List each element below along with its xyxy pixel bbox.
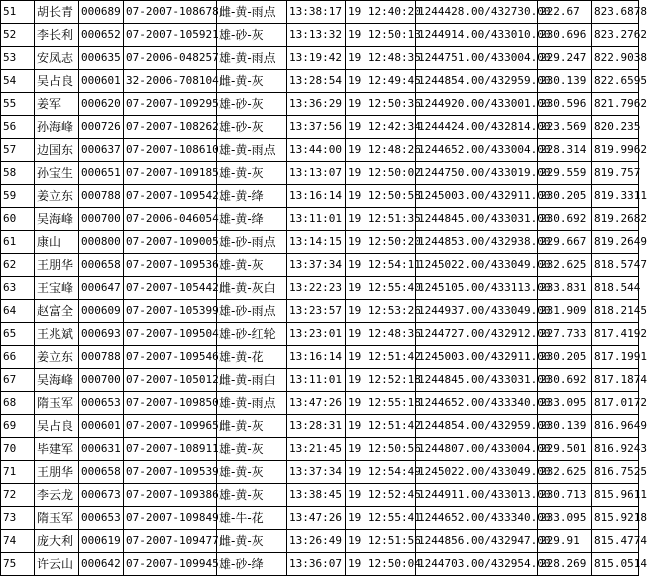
arrival-time-cell: 19 12:52:18 xyxy=(346,369,416,392)
ring-number-cell: 07-2007-109945 xyxy=(124,553,217,576)
owner-name-cell: 吴占良 xyxy=(35,415,79,438)
arrival-time-cell: 19 12:51:35 xyxy=(346,208,416,231)
rank-cell: 71 xyxy=(1,461,35,484)
rank-cell: 67 xyxy=(1,369,35,392)
distance-cell: 229.559 xyxy=(538,162,592,185)
distance-cell: 232.625 xyxy=(538,461,592,484)
ring-number-cell: 07-2007-109386 xyxy=(124,484,217,507)
arrival-time-cell: 19 12:51:42 xyxy=(346,346,416,369)
sex-color-cell: 雄-黄-雨点 xyxy=(217,139,287,162)
rank-cell: 58 xyxy=(1,162,35,185)
rank-cell: 63 xyxy=(1,277,35,300)
rank-cell: 73 xyxy=(1,507,35,530)
rank-cell: 66 xyxy=(1,346,35,369)
table-row xyxy=(1,553,639,576)
release-time-cell: 13:14:15 xyxy=(287,231,346,254)
owner-name-cell: 王兆斌 xyxy=(35,323,79,346)
coordinates-cell: 1245022.00/433049.00 xyxy=(416,254,538,277)
owner-name-cell: 吴占良 xyxy=(35,70,79,93)
distance-cell: 230.205 xyxy=(538,185,592,208)
arrival-time-cell: 19 12:50:04 xyxy=(346,553,416,576)
sex-color-cell: 雄-黄-雨点 xyxy=(217,47,287,70)
arrival-time-cell: 19 12:52:45 xyxy=(346,484,416,507)
arrival-time-cell: 19 12:40:20 xyxy=(346,1,416,24)
speed-cell: 818.544 xyxy=(592,277,639,300)
coordinates-cell: 1244727.00/432912.00 xyxy=(416,323,538,346)
release-time-cell: 13:22:23 xyxy=(287,277,346,300)
speed-cell: 819.9962 xyxy=(592,139,639,162)
arrival-time-cell: 19 12:55:41 xyxy=(346,507,416,530)
member-id-cell: 000689 xyxy=(79,1,124,24)
speed-cell: 822.9038 xyxy=(592,47,639,70)
arrival-time-cell: 19 12:50:36 xyxy=(346,93,416,116)
arrival-time-cell: 19 12:51:56 xyxy=(346,530,416,553)
ring-number-cell: 07-2007-109850 xyxy=(124,392,217,415)
release-time-cell: 13:37:56 xyxy=(287,116,346,139)
distance-cell: 230.139 xyxy=(538,70,592,93)
ring-number-cell: 07-2007-109185 xyxy=(124,162,217,185)
sex-color-cell: 雄-砂-灰 xyxy=(217,116,287,139)
rank-cell: 62 xyxy=(1,254,35,277)
ring-number-cell: 07-2007-105399 xyxy=(124,300,217,323)
coordinates-cell: 1244751.00/433004.00 xyxy=(416,47,538,70)
sex-color-cell: 雌-黄-灰 xyxy=(217,70,287,93)
arrival-time-cell: 19 12:49:45 xyxy=(346,70,416,93)
member-id-cell: 000642 xyxy=(79,553,124,576)
arrival-time-cell: 19 12:54:49 xyxy=(346,461,416,484)
coordinates-cell: 1244845.00/433031.00 xyxy=(416,208,538,231)
coordinates-cell: 1245022.00/433049.00 xyxy=(416,461,538,484)
sex-color-cell: 雄-黄-灰 xyxy=(217,484,287,507)
ring-number-cell: 07-2006-046054 xyxy=(124,208,217,231)
distance-cell: 229.667 xyxy=(538,231,592,254)
distance-cell: 230.692 xyxy=(538,208,592,231)
coordinates-cell: 1244652.00/433340.00 xyxy=(416,392,538,415)
member-id-cell: 000788 xyxy=(79,346,124,369)
sex-color-cell: 雄-砂-雨点 xyxy=(217,300,287,323)
table-row xyxy=(1,530,639,553)
speed-cell: 817.4192 xyxy=(592,323,639,346)
distance-cell: 230.692 xyxy=(538,369,592,392)
member-id-cell: 000658 xyxy=(79,254,124,277)
distance-cell: 223.569 xyxy=(538,116,592,139)
speed-cell: 821.7962 xyxy=(592,93,639,116)
coordinates-cell: 1244652.00/433340.00 xyxy=(416,507,538,530)
owner-name-cell: 李云龙 xyxy=(35,484,79,507)
sex-color-cell: 雄-黄-雨点 xyxy=(217,392,287,415)
rank-cell: 72 xyxy=(1,484,35,507)
ring-number-cell: 07-2007-109504 xyxy=(124,323,217,346)
release-time-cell: 13:26:49 xyxy=(287,530,346,553)
table-row xyxy=(1,185,639,208)
ring-number-cell: 07-2007-109477 xyxy=(124,530,217,553)
release-time-cell: 13:28:54 xyxy=(287,70,346,93)
ring-number-cell: 07-2007-108610 xyxy=(124,139,217,162)
ring-number-cell: 07-2007-109536 xyxy=(124,254,217,277)
member-id-cell: 000619 xyxy=(79,530,124,553)
member-id-cell: 000647 xyxy=(79,277,124,300)
coordinates-cell: 1244807.00/433004.00 xyxy=(416,438,538,461)
table-row xyxy=(1,277,639,300)
speed-cell: 815.0514 xyxy=(592,553,639,576)
owner-name-cell: 姜立东 xyxy=(35,185,79,208)
coordinates-cell: 1244914.00/433010.00 xyxy=(416,24,538,47)
member-id-cell: 000652 xyxy=(79,24,124,47)
release-time-cell: 13:37:34 xyxy=(287,254,346,277)
arrival-time-cell: 19 12:50:20 xyxy=(346,231,416,254)
release-time-cell: 13:13:32 xyxy=(287,24,346,47)
coordinates-cell: 1244911.00/433013.00 xyxy=(416,484,538,507)
table-row xyxy=(1,415,639,438)
rank-cell: 69 xyxy=(1,415,35,438)
table-row xyxy=(1,139,639,162)
coordinates-cell: 1244652.00/433004.00 xyxy=(416,139,538,162)
release-time-cell: 13:38:45 xyxy=(287,484,346,507)
release-time-cell: 13:44:00 xyxy=(287,139,346,162)
release-time-cell: 13:47:26 xyxy=(287,507,346,530)
rank-cell: 64 xyxy=(1,300,35,323)
owner-name-cell: 赵富全 xyxy=(35,300,79,323)
sex-color-cell: 雌-黄-雨白 xyxy=(217,369,287,392)
speed-cell: 820.235 xyxy=(592,116,639,139)
table-row xyxy=(1,162,639,185)
table-row xyxy=(1,208,639,231)
arrival-time-cell: 19 12:55:18 xyxy=(346,392,416,415)
release-time-cell: 13:28:31 xyxy=(287,415,346,438)
table-row xyxy=(1,116,639,139)
coordinates-cell: 1244750.00/433019.00 xyxy=(416,162,538,185)
distance-cell: 230.596 xyxy=(538,93,592,116)
ring-number-cell: 07-2007-109539 xyxy=(124,461,217,484)
member-id-cell: 000788 xyxy=(79,185,124,208)
rank-cell: 74 xyxy=(1,530,35,553)
distance-cell: 229.91 xyxy=(538,530,592,553)
release-time-cell: 13:36:29 xyxy=(287,93,346,116)
table-row xyxy=(1,507,639,530)
speed-cell: 817.1991 xyxy=(592,346,639,369)
sex-color-cell: 雄-黄-灰 xyxy=(217,254,287,277)
owner-name-cell: 康山 xyxy=(35,231,79,254)
release-time-cell: 13:19:42 xyxy=(287,47,346,70)
owner-name-cell: 姜立东 xyxy=(35,346,79,369)
owner-name-cell: 吴海峰 xyxy=(35,208,79,231)
sex-color-cell: 雌-黄-灰白 xyxy=(217,277,287,300)
member-id-cell: 000620 xyxy=(79,93,124,116)
arrival-time-cell: 19 12:50:13 xyxy=(346,24,416,47)
distance-cell: 230.139 xyxy=(538,415,592,438)
arrival-time-cell: 19 12:51:42 xyxy=(346,415,416,438)
ring-number-cell: 07-2006-048257 xyxy=(124,47,217,70)
distance-cell: 229.247 xyxy=(538,47,592,70)
owner-name-cell: 安凤志 xyxy=(35,47,79,70)
table-row xyxy=(1,254,639,277)
speed-cell: 819.757 xyxy=(592,162,639,185)
coordinates-cell: 1245003.00/432911.00 xyxy=(416,185,538,208)
sex-color-cell: 雄-砂-绛 xyxy=(217,553,287,576)
owner-name-cell: 李长利 xyxy=(35,24,79,47)
ring-number-cell: 07-2007-109542 xyxy=(124,185,217,208)
speed-cell: 816.9649 xyxy=(592,415,639,438)
ring-number-cell: 07-2007-108678 xyxy=(124,1,217,24)
table-row xyxy=(1,47,639,70)
sex-color-cell: 雄-黄-花 xyxy=(217,346,287,369)
rank-cell: 65 xyxy=(1,323,35,346)
member-id-cell: 000800 xyxy=(79,231,124,254)
table-row xyxy=(1,392,639,415)
arrival-time-cell: 19 12:48:26 xyxy=(346,139,416,162)
member-id-cell: 000651 xyxy=(79,162,124,185)
coordinates-cell: 1244424.00/432814.00 xyxy=(416,116,538,139)
release-time-cell: 13:37:34 xyxy=(287,461,346,484)
ring-number-cell: 07-2007-108911 xyxy=(124,438,217,461)
table-row xyxy=(1,461,639,484)
owner-name-cell: 毕建军 xyxy=(35,438,79,461)
speed-cell: 816.9243 xyxy=(592,438,639,461)
rank-cell: 61 xyxy=(1,231,35,254)
distance-cell: 230.696 xyxy=(538,24,592,47)
speed-cell: 816.7525 xyxy=(592,461,639,484)
member-id-cell: 000601 xyxy=(79,415,124,438)
sex-color-cell: 雄-黄-灰 xyxy=(217,162,287,185)
release-time-cell: 13:23:01 xyxy=(287,323,346,346)
ring-number-cell: 07-2007-108262 xyxy=(124,116,217,139)
sex-color-cell: 雄-黄-灰 xyxy=(217,461,287,484)
ring-number-cell: 32-2006-708104 xyxy=(124,70,217,93)
table-row xyxy=(1,484,639,507)
owner-name-cell: 孙宝生 xyxy=(35,162,79,185)
release-time-cell: 13:16:14 xyxy=(287,185,346,208)
rank-cell: 57 xyxy=(1,139,35,162)
coordinates-cell: 1244845.00/433031.00 xyxy=(416,369,538,392)
arrival-time-cell: 19 12:50:02 xyxy=(346,162,416,185)
arrival-time-cell: 19 12:50:56 xyxy=(346,438,416,461)
owner-name-cell: 姜军 xyxy=(35,93,79,116)
member-id-cell: 000658 xyxy=(79,461,124,484)
sex-color-cell: 雄-黄-绛 xyxy=(217,185,287,208)
owner-name-cell: 许云山 xyxy=(35,553,79,576)
ring-number-cell: 07-2007-109965 xyxy=(124,415,217,438)
arrival-time-cell: 19 12:55:40 xyxy=(346,277,416,300)
coordinates-cell: 1244703.00/432954.00 xyxy=(416,553,538,576)
rank-cell: 55 xyxy=(1,93,35,116)
table-row xyxy=(1,70,639,93)
owner-name-cell: 王宝峰 xyxy=(35,277,79,300)
table-row xyxy=(1,300,639,323)
owner-name-cell: 胡长青 xyxy=(35,1,79,24)
member-id-cell: 000635 xyxy=(79,47,124,70)
release-time-cell: 13:21:45 xyxy=(287,438,346,461)
speed-cell: 818.5747 xyxy=(592,254,639,277)
distance-cell: 229.501 xyxy=(538,438,592,461)
sex-color-cell: 雄-砂-灰 xyxy=(217,24,287,47)
distance-cell: 222.67 xyxy=(538,1,592,24)
distance-cell: 228.314 xyxy=(538,139,592,162)
arrival-time-cell: 19 12:50:58 xyxy=(346,185,416,208)
member-id-cell: 000673 xyxy=(79,484,124,507)
distance-cell: 228.269 xyxy=(538,553,592,576)
member-id-cell: 000653 xyxy=(79,507,124,530)
speed-cell: 815.9611 xyxy=(592,484,639,507)
member-id-cell: 000693 xyxy=(79,323,124,346)
owner-name-cell: 孙海峰 xyxy=(35,116,79,139)
table-row xyxy=(1,24,639,47)
member-id-cell: 000609 xyxy=(79,300,124,323)
arrival-time-cell: 19 12:53:26 xyxy=(346,300,416,323)
member-id-cell: 000601 xyxy=(79,70,124,93)
rank-cell: 59 xyxy=(1,185,35,208)
ring-number-cell: 07-2007-105442 xyxy=(124,277,217,300)
distance-cell: 230.205 xyxy=(538,346,592,369)
sex-color-cell: 雄-砂-红轮 xyxy=(217,323,287,346)
coordinates-cell: 1244937.00/433049.00 xyxy=(416,300,538,323)
table-row xyxy=(1,438,639,461)
ring-number-cell: 07-2007-109295 xyxy=(124,93,217,116)
owner-name-cell: 庞大利 xyxy=(35,530,79,553)
sex-color-cell: 雌-黄-灰 xyxy=(217,530,287,553)
speed-cell: 819.2649 xyxy=(592,231,639,254)
coordinates-cell: 1245105.00/433113.00 xyxy=(416,277,538,300)
rank-cell: 53 xyxy=(1,47,35,70)
sex-color-cell: 雄-砂-雨点 xyxy=(217,231,287,254)
release-time-cell: 13:13:07 xyxy=(287,162,346,185)
release-time-cell: 13:11:01 xyxy=(287,369,346,392)
distance-cell: 231.909 xyxy=(538,300,592,323)
sex-color-cell: 雄-黄-绛 xyxy=(217,208,287,231)
speed-cell: 815.9218 xyxy=(592,507,639,530)
speed-cell: 819.2682 xyxy=(592,208,639,231)
member-id-cell: 000700 xyxy=(79,369,124,392)
speed-cell: 815.4774 xyxy=(592,530,639,553)
results-table-body xyxy=(1,1,647,576)
ring-number-cell: 07-2007-109005 xyxy=(124,231,217,254)
rank-cell: 70 xyxy=(1,438,35,461)
rank-cell: 51 xyxy=(1,1,35,24)
table-row xyxy=(1,346,639,369)
release-time-cell: 13:11:01 xyxy=(287,208,346,231)
member-id-cell: 000653 xyxy=(79,392,124,415)
sex-color-cell: 雌-黄-雨点 xyxy=(217,1,287,24)
distance-cell: 230.713 xyxy=(538,484,592,507)
coordinates-cell: 1244428.00/432730.00 xyxy=(416,1,538,24)
sex-color-cell: 雄-牛-花 xyxy=(217,507,287,530)
release-time-cell: 13:36:07 xyxy=(287,553,346,576)
ring-number-cell: 07-2007-109546 xyxy=(124,346,217,369)
ring-number-cell: 07-2007-105921 xyxy=(124,24,217,47)
owner-name-cell: 边国东 xyxy=(35,139,79,162)
owner-name-cell: 王朋华 xyxy=(35,461,79,484)
distance-cell: 233.831 xyxy=(538,277,592,300)
release-time-cell: 13:47:26 xyxy=(287,392,346,415)
distance-cell: 232.625 xyxy=(538,254,592,277)
owner-name-cell: 隋玉军 xyxy=(35,392,79,415)
speed-cell: 822.6595 xyxy=(592,70,639,93)
release-time-cell: 13:23:57 xyxy=(287,300,346,323)
speed-cell: 819.3311 xyxy=(592,185,639,208)
sex-color-cell: 雄-黄-灰 xyxy=(217,438,287,461)
arrival-time-cell: 19 12:48:36 xyxy=(346,323,416,346)
table-row xyxy=(1,231,639,254)
table-row xyxy=(1,1,639,24)
rank-cell: 56 xyxy=(1,116,35,139)
member-id-cell: 000631 xyxy=(79,438,124,461)
speed-cell: 823.6878 xyxy=(592,1,639,24)
speed-cell: 817.1874 xyxy=(592,369,639,392)
arrival-time-cell: 19 12:42:34 xyxy=(346,116,416,139)
ring-number-cell: 07-2007-105012 xyxy=(124,369,217,392)
owner-name-cell: 吴海峰 xyxy=(35,369,79,392)
distance-cell: 233.095 xyxy=(538,507,592,530)
member-id-cell: 000637 xyxy=(79,139,124,162)
ring-number-cell: 07-2007-109849 xyxy=(124,507,217,530)
sex-color-cell: 雌-黄-灰 xyxy=(217,415,287,438)
owner-name-cell: 隋玉军 xyxy=(35,507,79,530)
rank-cell: 52 xyxy=(1,24,35,47)
member-id-cell: 000726 xyxy=(79,116,124,139)
member-id-cell: 000700 xyxy=(79,208,124,231)
rank-cell: 54 xyxy=(1,70,35,93)
coordinates-cell: 1245003.00/432911.00 xyxy=(416,346,538,369)
coordinates-cell: 1244856.00/432947.00 xyxy=(416,530,538,553)
owner-name-cell: 王朋华 xyxy=(35,254,79,277)
table-row xyxy=(1,93,639,116)
arrival-time-cell: 19 12:48:35 xyxy=(346,47,416,70)
table-row xyxy=(1,323,639,346)
rank-cell: 60 xyxy=(1,208,35,231)
speed-cell: 823.2762 xyxy=(592,24,639,47)
release-time-cell: 13:16:14 xyxy=(287,346,346,369)
rank-cell: 68 xyxy=(1,392,35,415)
coordinates-cell: 1244854.00/432959.00 xyxy=(416,415,538,438)
coordinates-cell: 1244853.00/432938.00 xyxy=(416,231,538,254)
coordinates-cell: 1244854.00/432959.00 xyxy=(416,70,538,93)
speed-cell: 818.2145 xyxy=(592,300,639,323)
distance-cell: 227.733 xyxy=(538,323,592,346)
distance-cell: 233.095 xyxy=(538,392,592,415)
table-row xyxy=(1,369,639,392)
speed-cell: 817.0172 xyxy=(592,392,639,415)
rank-cell: 75 xyxy=(1,553,35,576)
arrival-time-cell: 19 12:54:11 xyxy=(346,254,416,277)
release-time-cell: 13:38:17 xyxy=(287,1,346,24)
coordinates-cell: 1244920.00/433001.00 xyxy=(416,93,538,116)
sex-color-cell: 雄-砂-灰 xyxy=(217,93,287,116)
